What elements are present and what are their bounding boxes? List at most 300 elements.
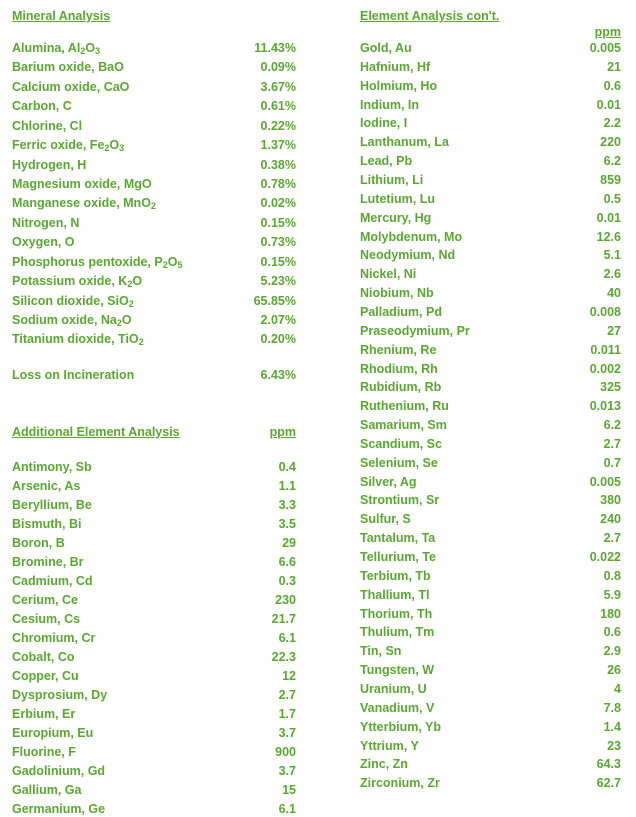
row-value: 22.3	[271, 650, 296, 664]
label-text: Ytterbium, Yb	[360, 719, 442, 734]
table-row	[12, 554, 296, 570]
additional-analysis-heading	[12, 424, 296, 440]
table-row	[360, 455, 621, 471]
label-text: Neodymium, Nd	[360, 248, 456, 263]
table-row	[12, 331, 296, 347]
section-title: Additional Element Analysis	[12, 425, 180, 439]
table-row	[12, 516, 296, 532]
row-label	[360, 361, 438, 377]
formula-subscript: 2	[104, 143, 110, 154]
row-value: 3.3	[278, 498, 296, 512]
table-row	[360, 247, 621, 263]
row-value: 6.6	[278, 555, 296, 569]
row-value: 0.01	[596, 97, 621, 112]
row-value: 0.61%	[260, 99, 296, 114]
table-row	[12, 195, 296, 211]
label-text: Indium, In	[360, 97, 420, 112]
label-text: Calcium oxide, CaO	[12, 79, 130, 94]
table-row	[12, 118, 296, 134]
table-row	[12, 592, 296, 608]
row-value: 6.2	[603, 418, 621, 432]
row-label	[12, 687, 107, 703]
row-value: 1.7	[278, 707, 296, 721]
table-row	[360, 172, 621, 188]
row-label	[12, 459, 92, 475]
row-label	[12, 234, 75, 250]
table-row	[12, 312, 296, 328]
row-label	[12, 79, 129, 95]
unit-header: ppm	[594, 25, 621, 39]
row-value: 859	[600, 173, 621, 187]
row-label	[360, 719, 441, 735]
table-row	[360, 549, 621, 565]
row-label	[12, 137, 124, 153]
table-row	[12, 40, 296, 56]
label-text: Potassium oxide, K	[12, 274, 128, 289]
row-label	[360, 681, 427, 697]
table-row	[360, 738, 621, 754]
table-row	[360, 719, 621, 735]
label-text: O	[121, 313, 132, 327]
label-text: Carbon, C	[12, 99, 72, 114]
formula-subscript: 3	[95, 46, 101, 56]
label-text: Cadmium, Cd	[12, 574, 93, 588]
table-row	[360, 97, 621, 113]
row-value: 23	[607, 738, 621, 753]
table-row	[12, 293, 296, 309]
label-text: Mercury, Hg	[360, 210, 432, 225]
label-text: Manganese oxide, MnO	[12, 196, 151, 211]
label-text: Tantalum, Ta	[360, 531, 436, 546]
row-value: 0.008	[589, 304, 621, 319]
table-row	[360, 379, 621, 395]
label-text: Thallium, Tl	[360, 587, 430, 602]
label-text: Iodine, I	[360, 116, 408, 131]
label-text: Cerium, Ce	[12, 593, 78, 607]
table-row	[12, 649, 296, 665]
label-text: Europium, Eu	[12, 726, 94, 740]
row-label	[360, 78, 437, 94]
row-label	[360, 568, 431, 584]
label-text: Selenium, Se	[360, 455, 438, 470]
label-text: Ferric oxide, Fe	[12, 138, 105, 153]
row-value: 0.3	[278, 574, 296, 588]
label-text: Strontium, Sr	[360, 493, 440, 508]
row-value: 2.7	[278, 688, 296, 702]
table-row	[12, 782, 296, 798]
table-row	[360, 285, 621, 301]
table-row	[12, 611, 296, 627]
table-row	[360, 662, 621, 678]
row-value: 0.09%	[260, 60, 296, 75]
label-text: Holmium, Ho	[360, 78, 438, 93]
label-text: Tin, Sn	[360, 644, 402, 659]
formula-subscript: 2	[128, 298, 134, 309]
label-text: Nickel, Ni	[360, 267, 417, 282]
row-label	[12, 706, 75, 722]
label-text: Titanium dioxide, TiO	[12, 332, 139, 347]
row-value: 29	[282, 536, 296, 550]
continued-analysis-heading	[360, 8, 621, 24]
continued-unit-row	[360, 24, 621, 40]
row-label	[360, 153, 412, 169]
label-text: Rhenium, Re	[360, 342, 437, 357]
table-row	[12, 497, 296, 513]
row-value: 180	[600, 606, 621, 621]
label-text: Zinc, Zn	[360, 757, 408, 772]
table-row	[360, 511, 621, 527]
label-text: Alumina, Al	[12, 41, 81, 55]
label-text: Phosphorus pentoxide, P	[12, 254, 163, 269]
row-value: 0.22%	[260, 118, 296, 133]
label-text: Boron, B	[12, 536, 65, 550]
row-label	[12, 573, 93, 589]
label-text: Hydrogen, H	[12, 157, 87, 172]
row-value: 4	[614, 681, 621, 696]
row-label	[360, 398, 449, 414]
row-label	[12, 801, 105, 817]
row-label	[12, 293, 134, 309]
row-value: 0.38%	[260, 157, 296, 172]
label-text: Silver, Ag	[360, 474, 417, 489]
row-label	[12, 273, 142, 289]
row-value: 62.7	[596, 776, 621, 791]
table-row	[360, 40, 621, 56]
row-label	[12, 668, 79, 684]
label-text: Germanium, Ge	[12, 802, 106, 816]
row-value: 380	[600, 493, 621, 508]
row-value: 3.7	[278, 726, 296, 740]
row-label	[12, 98, 72, 114]
table-row	[360, 756, 621, 772]
table-row	[360, 587, 621, 603]
row-value: 2.7	[603, 531, 621, 546]
table-row	[360, 775, 621, 791]
label-text: Niobium, Nb	[360, 286, 434, 301]
row-label	[360, 134, 449, 150]
row-value: 0.01	[596, 210, 621, 225]
label-text: Zirconium, Zr	[360, 776, 440, 791]
table-row	[360, 530, 621, 546]
label-text: Yttrium, Y	[360, 738, 419, 753]
row-value: 0.5	[603, 191, 621, 206]
row-value: 0.02%	[260, 196, 296, 211]
formula-subscript: 2	[80, 46, 86, 56]
row-label	[12, 195, 156, 211]
table-row	[360, 229, 621, 245]
row-value: 325	[600, 380, 621, 395]
row-value: 64.3	[596, 757, 621, 772]
row-label	[360, 606, 432, 622]
table-row	[12, 535, 296, 551]
label-text: Rhodium, Rh	[360, 361, 438, 376]
label-text: Chromium, Cr	[12, 631, 96, 645]
label-text: Oxygen, O	[12, 235, 75, 250]
row-label	[12, 592, 78, 608]
label-text: Arsenic, As	[12, 479, 81, 493]
row-label	[360, 210, 431, 226]
row-label	[12, 40, 100, 56]
row-label	[360, 662, 434, 678]
formula-subscript: 5	[177, 259, 183, 270]
row-value: 26	[607, 663, 621, 678]
section-title: Mineral Analysis	[12, 9, 111, 23]
label-text: Sodium oxide, Na	[12, 313, 117, 327]
label-text: Vanadium, V	[360, 700, 435, 715]
label-text: Bromine, Br	[12, 555, 84, 569]
table-row	[12, 478, 296, 494]
row-label	[360, 379, 441, 395]
row-label	[12, 254, 182, 270]
label-text: Molybdenum, Mo	[360, 229, 463, 244]
row-label	[360, 530, 435, 546]
row-label: Loss on Incineration	[12, 368, 135, 382]
row-value: 3.5	[278, 517, 296, 531]
row-label	[12, 782, 81, 798]
row-value: 15	[282, 783, 296, 797]
label-text: Silicon dioxide, SiO	[12, 293, 129, 308]
row-label	[360, 549, 436, 565]
row-value: 0.6	[603, 625, 621, 640]
table-row	[12, 459, 296, 475]
row-value: 6.1	[278, 802, 296, 816]
row-value: 2.6	[603, 267, 621, 282]
row-value: 220	[600, 135, 621, 150]
row-label	[360, 738, 419, 754]
label-text: Chlorine, Cl	[12, 118, 83, 133]
row-value: 0.15%	[260, 215, 296, 230]
row-value: 0.20%	[260, 332, 296, 347]
row-value: 3.7	[278, 764, 296, 778]
row-label	[12, 630, 95, 646]
label-text: Ruthenium, Ru	[360, 399, 449, 414]
row-value: 230	[275, 593, 296, 607]
row-label	[360, 304, 442, 320]
label-text: Dysprosium, Dy	[12, 688, 108, 702]
row-label	[12, 312, 132, 328]
row-label	[12, 535, 65, 551]
table-row	[360, 134, 621, 150]
row-label	[12, 725, 93, 741]
label-text: Cesium, Cs	[12, 612, 81, 626]
row-label	[360, 229, 462, 245]
row-value: 0.73%	[260, 235, 296, 250]
label-text: Nitrogen, N	[12, 215, 80, 230]
table-row	[360, 417, 621, 433]
formula-subscript: 3	[119, 143, 125, 154]
row-label	[360, 511, 411, 527]
label-text: Hafnium, Hf	[360, 59, 431, 74]
table-row	[360, 474, 621, 490]
row-value: 2.9	[603, 644, 621, 659]
row-label	[12, 649, 75, 665]
row-label	[12, 331, 144, 347]
label-text: Gadolinium, Gd	[12, 764, 106, 778]
row-value: 0.011	[590, 342, 621, 357]
row-value: 12	[282, 669, 296, 683]
label-text: Praseodymium, Pr	[360, 323, 470, 338]
label-text: Sulfur, S	[360, 512, 411, 527]
formula-subscript: 2	[116, 318, 122, 328]
label-text: Erbium, Er	[12, 707, 76, 721]
row-value: 40	[607, 286, 621, 301]
table-row	[12, 744, 296, 760]
row-label	[360, 97, 419, 113]
label-text: Palladium, Pd	[360, 304, 442, 319]
label-text: Copper, Cu	[12, 669, 79, 683]
row-value: 5.1	[603, 248, 621, 263]
label-text: Rubidium, Rb	[360, 380, 442, 395]
table-row	[360, 191, 621, 207]
label-text: Lutetium, Lu	[360, 191, 435, 206]
label-text: Barium oxide, BaO	[12, 60, 124, 75]
label-text: Terbium, Tb	[360, 568, 431, 583]
row-value: 0.6	[603, 78, 621, 93]
table-row	[12, 763, 296, 779]
row-label	[360, 700, 434, 716]
row-value: 2.2	[603, 116, 621, 131]
table-row	[360, 115, 621, 131]
table-row	[360, 398, 621, 414]
label-text: Beryllium, Be	[12, 498, 92, 512]
row-label	[360, 247, 455, 263]
row-label	[12, 497, 92, 513]
label-text: Lanthanum, La	[360, 135, 449, 150]
row-label	[12, 176, 152, 192]
row-label	[360, 266, 416, 282]
row-label	[12, 554, 84, 570]
row-value: 0.013	[589, 399, 621, 414]
table-row	[360, 606, 621, 622]
table-row	[12, 668, 296, 684]
table-row	[360, 436, 621, 452]
row-value: 0.7	[603, 455, 621, 470]
row-label	[360, 643, 401, 659]
row-label	[360, 492, 439, 508]
table-row	[12, 254, 296, 270]
formula-subscript: 2	[127, 279, 133, 290]
table-row	[12, 215, 296, 231]
table-row	[12, 630, 296, 646]
row-label	[360, 455, 438, 471]
label-text: Samarium, Sm	[360, 418, 447, 432]
row-value: 6.1	[278, 631, 296, 645]
row-value: 900	[275, 745, 296, 759]
row-value: 2.07%	[260, 313, 296, 327]
label-text: Scandium, Sc	[360, 436, 442, 451]
table-row	[12, 234, 296, 250]
row-label	[360, 436, 442, 452]
label-text: Gold, Au	[360, 41, 412, 55]
table-row	[12, 573, 296, 589]
row-label	[12, 118, 82, 134]
row-value: 0.8	[603, 568, 621, 583]
label-text: Thorium, Th	[360, 606, 433, 621]
unit-header: ppm	[269, 425, 296, 439]
table-row	[12, 687, 296, 703]
row-label	[12, 478, 80, 494]
row-value: 21	[607, 59, 621, 74]
row-value: 12.6	[596, 229, 621, 244]
table-row	[360, 304, 621, 320]
row-value: 6.2	[603, 154, 621, 169]
table-row	[360, 624, 621, 640]
row-value: 0.005	[589, 474, 621, 489]
table-row	[12, 98, 296, 114]
row-label	[360, 775, 440, 791]
row-label	[360, 191, 435, 207]
table-row	[12, 176, 296, 192]
row-label	[360, 624, 434, 640]
table-row	[12, 59, 296, 75]
label-text: O	[167, 254, 178, 269]
table-row	[12, 157, 296, 173]
row-label	[360, 59, 430, 75]
row-value: 0.005	[589, 41, 621, 55]
row-value: 1.1	[278, 479, 296, 493]
row-value: 65.85%	[253, 293, 296, 308]
table-row	[12, 137, 296, 153]
row-value: 11.43%	[254, 41, 296, 55]
table-row	[360, 361, 621, 377]
row-label	[360, 587, 429, 603]
row-label	[12, 157, 86, 173]
label-text: Tellurium, Te	[360, 550, 436, 564]
label-text: Cobalt, Co	[12, 650, 75, 664]
table-row	[12, 801, 296, 817]
row-value: 27	[607, 323, 621, 338]
table-row	[360, 492, 621, 508]
label-text: Fluorine, F	[12, 745, 76, 759]
label-text: Lithium, Li	[360, 173, 424, 187]
row-value: 6.43%	[260, 368, 296, 382]
formula-subscript: 2	[150, 201, 156, 212]
label-text: O	[85, 41, 96, 55]
row-label	[12, 59, 124, 75]
section-title: Element Analysis con't.	[360, 9, 500, 23]
table-row	[360, 59, 621, 75]
row-label	[12, 611, 80, 627]
table-row	[360, 210, 621, 226]
table-row	[360, 323, 621, 339]
row-label	[360, 172, 423, 188]
row-label	[360, 756, 408, 772]
row-label	[12, 763, 105, 779]
row-label	[360, 40, 412, 56]
row-label	[360, 474, 417, 490]
row-value: 1.4	[603, 719, 621, 734]
row-value: 0.022	[589, 550, 621, 564]
mineral-analysis-heading	[12, 8, 296, 24]
label-text: Thulium, Tm	[360, 625, 435, 640]
label-text: Bismuth, Bi	[12, 517, 82, 531]
label-text: Lead, Pb	[360, 154, 413, 169]
row-value: 3.67%	[260, 79, 296, 94]
table-row	[360, 681, 621, 697]
label-text: Antimony, Sb	[12, 460, 92, 474]
label-text: Gallium, Ga	[12, 783, 82, 797]
row-label	[360, 323, 470, 339]
label-text: Uranium, U	[360, 681, 427, 696]
table-row	[12, 706, 296, 722]
table-row	[360, 153, 621, 169]
row-value: 2.7	[603, 436, 621, 451]
label-text: Magnesium oxide, MgO	[12, 177, 152, 191]
table-row	[360, 342, 621, 358]
row-value: 0.002	[589, 361, 621, 376]
row-label	[360, 342, 436, 358]
label-text: O	[109, 138, 120, 153]
